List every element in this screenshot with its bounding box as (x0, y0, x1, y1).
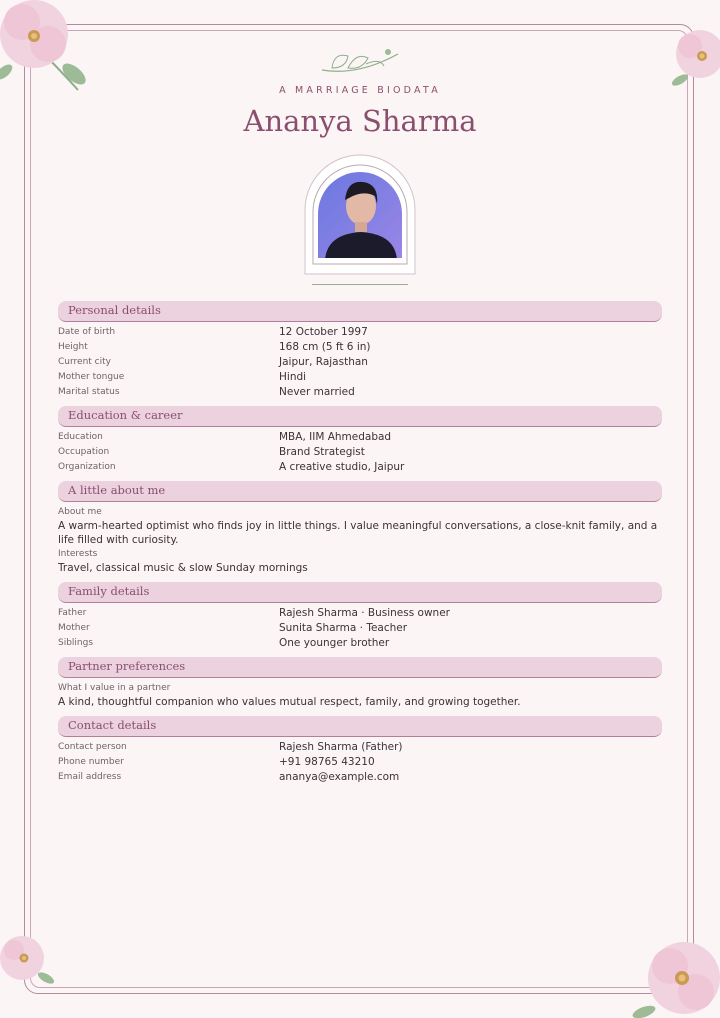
field-label: About me (58, 507, 102, 517)
photo-divider (312, 284, 408, 285)
field-value: MBA, IIM Ahmedabad (279, 431, 392, 443)
section-title: Personal details (68, 303, 161, 317)
field-label: Interests (58, 549, 98, 559)
field-label: Siblings (58, 638, 94, 648)
field-label: Phone number (58, 757, 124, 767)
field-value: Never married (279, 386, 355, 398)
field-label: Mother (58, 623, 90, 633)
section-title: Education & career (68, 408, 183, 422)
field-label: Occupation (58, 447, 110, 457)
field-value: One younger brother (279, 637, 390, 649)
section-title: A little about me (68, 483, 166, 497)
field-label: Contact person (58, 742, 127, 752)
field-label: Organization (58, 462, 116, 472)
section-header-personal (58, 301, 662, 322)
field-value: Rajesh Sharma · Business owner (279, 607, 450, 619)
field-value: Hindi (279, 371, 307, 383)
profile-photo-frame (303, 152, 417, 276)
field-value: Sunita Sharma · Teacher (279, 622, 408, 634)
section-header-contact (58, 716, 662, 737)
partner-text: A kind, thoughtful companion who values mutual respect, family, and growing together. (58, 696, 521, 708)
field-label: Mother tongue (58, 372, 125, 382)
field-value: 12 October 1997 (279, 326, 368, 338)
profile-name: Ananya Sharma (243, 104, 477, 138)
field-label: Email address (58, 772, 122, 782)
section-header-about (58, 481, 662, 502)
section-header-partner (58, 657, 662, 678)
field-label: Education (58, 432, 103, 442)
flower-bottom-right-icon (630, 936, 720, 1018)
field-label: Marital status (58, 387, 120, 397)
profile-photo (303, 152, 417, 276)
section-title: Family details (68, 584, 150, 598)
about-text: A warm-hearted optimist who finds joy in little things. I value meaningful conversations, a close-knit family, and a life filled with curiosity. (58, 520, 658, 546)
field-label: Height (58, 342, 88, 352)
field-label: Date of birth (58, 327, 116, 337)
flower-bottom-left-icon (0, 934, 60, 990)
section-header-family (58, 582, 662, 603)
section-title: Contact details (68, 718, 157, 732)
field-value: Rajesh Sharma (Father) (279, 741, 403, 753)
flower-top-left-icon (0, 0, 92, 96)
email-link[interactable]: ananya@example.com (279, 771, 400, 783)
field-value: 168 cm (5 ft 6 in) (279, 341, 371, 353)
field-value: Brand Strategist (279, 446, 365, 458)
field-value: Jaipur, Rajasthan (279, 356, 368, 368)
field-label: Father (58, 608, 87, 618)
section-title: Partner preferences (68, 659, 186, 673)
field-label: Current city (58, 357, 111, 367)
field-value: A creative studio, Jaipur (279, 461, 405, 473)
section-header-education (58, 406, 662, 427)
phone-number[interactable]: +91 98765 43210 (279, 756, 375, 768)
field-label: What I value in a partner (58, 683, 171, 693)
leaf-ornament-icon (318, 46, 402, 78)
document-subtitle: A MARRIAGE BIODATA (279, 85, 441, 96)
interests-text: Travel, classical music & slow Sunday mornings (58, 562, 308, 574)
